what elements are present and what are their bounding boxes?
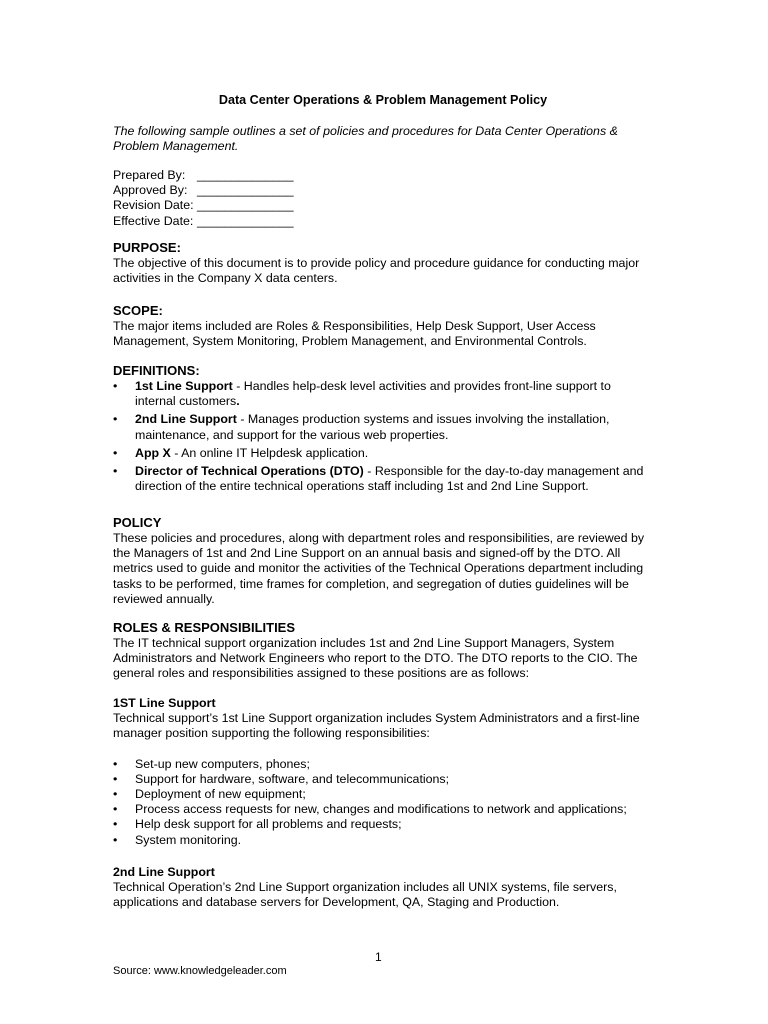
roles-heading: ROLES & RESPONSIBILITIES — [113, 620, 296, 635]
bullet-icon: • — [113, 464, 118, 479]
definition-item — [113, 446, 653, 461]
bullet-icon: • — [113, 412, 118, 427]
second-line-section — [113, 865, 653, 911]
bullet-icon: • — [113, 817, 118, 832]
document-title: Data Center Operations & Problem Management Policy — [218, 93, 548, 107]
responsibility-text: Set-up new computers, phones; — [135, 756, 310, 771]
bullet-icon: • — [113, 787, 118, 802]
definition-text: - An online IT Helpdesk application. — [170, 445, 369, 460]
bullet-icon: • — [113, 379, 118, 393]
definition-term: App X — [135, 445, 171, 460]
definition-term: 1st Line Support — [135, 379, 233, 393]
prepared-by-row — [113, 168, 413, 183]
definition-text: - Responsible for the day-to-day management and direction of the entire technical operations staff including 1st and 2nd Line Support. — [135, 464, 644, 494]
second-line-text: Technical Operation’s 2nd Line Support organization includes all UNIX systems, file servers, applications and database servers for Development, QA, Staging and Production. — [113, 880, 617, 910]
responsibility-item — [113, 833, 653, 848]
responsibility-item — [113, 787, 653, 802]
definition-text: - Handles help-desk level activities and provides front-line support to internal customers — [135, 379, 611, 409]
responsibility-item — [113, 772, 653, 787]
bullet-icon: • — [113, 756, 118, 771]
purpose-heading: PURPOSE: — [113, 240, 181, 255]
bullet-icon: • — [113, 771, 118, 786]
definition-term: 2nd Line Support — [135, 412, 237, 427]
bullet-icon: • — [113, 832, 118, 847]
policy-text: These policies and procedures, along with department roles and responsibilities, are reviewed by the Managers of 1st and 2nd Line Support on an annual basis and signed-off by the DTO. All metrics used to guide and monitor the activities of the Technical Operations department including tasks to be performed, time frames for completion, and segregation of duties guidelines will be reviewed annually. — [113, 531, 645, 606]
source-footer: Source: www.knowledgeleader.com — [113, 965, 287, 977]
responsibility-item — [113, 757, 653, 772]
approved-by-label: Approved By: — [113, 183, 188, 198]
responsibility-text: System monitoring. — [135, 832, 242, 847]
document-page — [113, 0, 653, 1024]
definitions-list — [113, 379, 653, 494]
first-line-heading: 1ST Line Support — [113, 696, 216, 710]
responsibility-text: Support for hardware, software, and telecommunications; — [135, 771, 450, 786]
definition-term: Director of Technical Operations (DTO) — [135, 464, 364, 479]
approved-by-blank: ______________ — [197, 183, 294, 198]
responsibility-text: Deployment of new equipment; — [135, 787, 306, 802]
responsibility-text: Help desk support for all problems and requests; — [135, 817, 402, 832]
definition-tail: . — [236, 394, 240, 409]
revision-date-blank: ______________ — [197, 198, 294, 213]
roles-section — [113, 620, 653, 682]
definition-text: - Manages production systems and issues involving the installation, maintenance, and support for the various web properties. — [135, 412, 610, 442]
prepared-by-label: Prepared By: — [113, 168, 186, 182]
effective-date-row — [113, 214, 413, 229]
first-line-section — [113, 696, 653, 848]
first-line-text: Technical support’s 1st Line Support organization includes System Administrators and a first-line manager position supporting the following responsibilities: — [113, 711, 640, 741]
first-line-responsibilities — [113, 757, 653, 848]
roles-text: The IT technical support organization includes 1st and 2nd Line Support Managers, System Administrators and Network Engineers who report to the DTO. The DTO reports to the CIO. The general roles and responsibilities assigned to these positions are as follows: — [113, 636, 638, 681]
intro-paragraph: The following sample outlines a set of policies and procedures for Data Center Operations & Problem Management. — [113, 124, 618, 154]
definitions-heading: DEFINITIONS: — [113, 363, 200, 378]
scope-text: The major items included are Roles & Responsibilities, Help Desk Support, User Access Management, System Monitoring, Problem Management, and Environmental Controls. — [113, 319, 596, 349]
prepared-by-blank: ______________ — [197, 168, 294, 182]
bullet-icon: • — [113, 802, 118, 817]
scope-section — [113, 303, 653, 349]
effective-date-label: Effective Date: — [113, 213, 194, 228]
approved-by-row — [113, 183, 413, 198]
responsibility-item — [113, 802, 653, 817]
purpose-text: The objective of this document is to provide policy and procedure guidance for conducting major activities in the Company X data centers. — [113, 256, 640, 286]
policy-section — [113, 515, 653, 607]
definition-item — [113, 412, 653, 442]
bullet-icon: • — [113, 445, 118, 460]
responsibility-text: Process access requests for new, changes and modifications to network and applications; — [135, 802, 627, 817]
definition-item — [113, 464, 653, 494]
second-line-heading: 2nd Line Support — [113, 865, 215, 879]
page-number: 1 — [375, 950, 382, 964]
purpose-section — [113, 240, 653, 286]
definition-item — [113, 379, 653, 409]
effective-date-blank: ______________ — [197, 213, 294, 228]
approval-block — [113, 168, 413, 229]
policy-heading: POLICY — [113, 515, 162, 530]
responsibility-item — [113, 817, 653, 832]
definitions-section — [113, 363, 653, 497]
revision-date-label: Revision Date: — [113, 198, 194, 213]
revision-date-row — [113, 198, 413, 213]
scope-heading: SCOPE: — [113, 303, 163, 318]
